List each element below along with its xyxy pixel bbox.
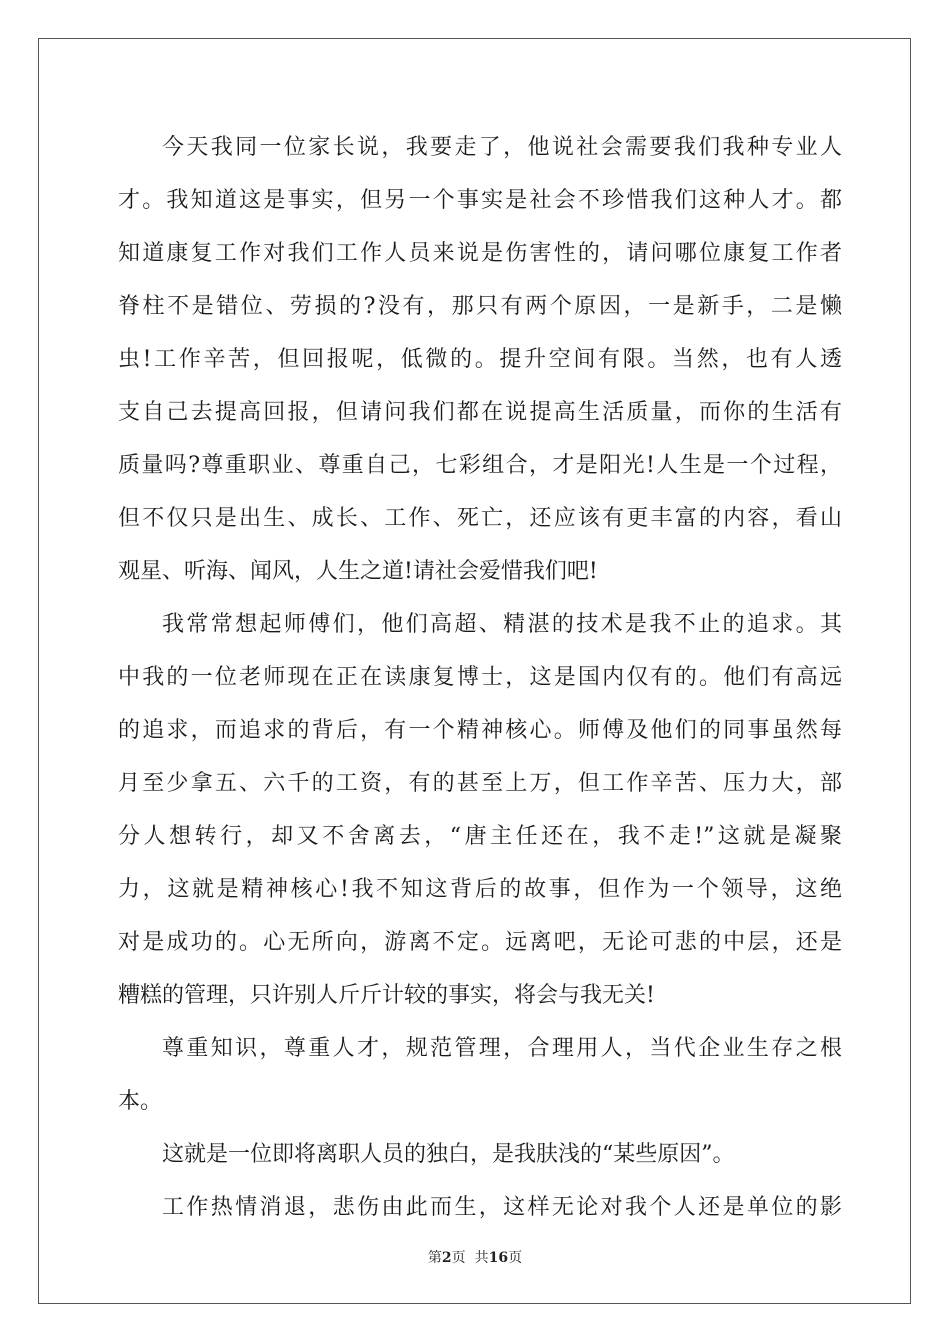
page-footer xyxy=(0,1247,950,1267)
paragraph-1-line-3: 知道康复工作对我们工作人员来说是伤害性的，请问哪位康复工作者 xyxy=(118,241,842,266)
paragraph-2-line-1: 我常常想起师傅们，他们高超、精湛的技术是我不止的追求。其 xyxy=(162,612,842,637)
paragraph-3-line-2: 本。 xyxy=(118,1089,163,1114)
paragraph-1-line-2: 才。我知道这是事实，但另一个事实是社会不珍惜我们这种人才。都 xyxy=(118,188,842,213)
paragraph-1-line-5: 虫!工作辛苦，但回报呢，低微的。提升空间有限。当然，也有人透 xyxy=(118,347,842,372)
paragraph-1-line-7: 质量吗?尊重职业、尊重自己，七彩组合，才是阳光!人生是一个过程， xyxy=(118,453,842,478)
paragraph-2-line-7: 对是成功的。心无所向，游离不定。远离吧，无论可悲的中层，还是 xyxy=(118,930,842,955)
paragraph-1-line-6: 支自己去提高回报，但请问我们都在说提高生活质量，而你的生活有 xyxy=(118,400,842,425)
paragraph-2-line-2: 中我的一位老师现在正在读康复博士，这是国内仅有的。他们有高远 xyxy=(118,665,842,690)
page-current-number: 2 xyxy=(441,1250,452,1266)
page-mid: 页 共 xyxy=(451,1250,489,1266)
page-prefix: 第 xyxy=(427,1250,442,1266)
paragraph-2-line-4: 月至少拿五、六千的工资，有的甚至上万，但工作辛苦、压力大，部 xyxy=(118,771,842,796)
paragraph-1-line-8: 但不仅只是出生、成长、工作、死亡，还应该有更丰富的内容，看山 xyxy=(118,506,842,531)
paragraph-1-line-9: 观星、听海、闻风，人生之道!请社会爱惜我们吧! xyxy=(118,559,598,584)
paragraph-2-line-3: 的追求，而追求的背后，有一个精神核心。师傅及他们的同事虽然每 xyxy=(118,718,842,743)
paragraph-3-line-1: 尊重知识，尊重人才，规范管理，合理用人，当代企业生存之根 xyxy=(162,1036,842,1061)
page-suffix: 页 xyxy=(508,1250,523,1266)
paragraph-1-line-4: 脊柱不是错位、劳损的?没有，那只有两个原因，一是新手，二是懒 xyxy=(118,294,842,319)
paragraph-5-line-1: 工作热情消退，悲伤由此而生，这样无论对我个人还是单位的影 xyxy=(162,1195,842,1220)
paragraph-2-line-5: 分人想转行，却又不舍离去，“唐主任还在，我不走!”这就是凝聚 xyxy=(118,824,842,849)
page-total-number: 16 xyxy=(488,1250,509,1266)
paragraph-4-line-1: 这就是一位即将离职人员的独白，是我肤浅的“某些原因”。 xyxy=(162,1142,735,1167)
paragraph-2-line-6: 力，这就是精神核心!我不知这背后的故事，但作为一个领导，这绝 xyxy=(118,877,842,902)
paragraph-1-line-1: 今天我同一位家长说，我要走了，他说社会需要我们我种专业人 xyxy=(162,135,842,160)
paragraph-2-line-8: 糟糕的管理，只许别人斤斤计较的事实，将会与我无关! xyxy=(118,983,655,1008)
